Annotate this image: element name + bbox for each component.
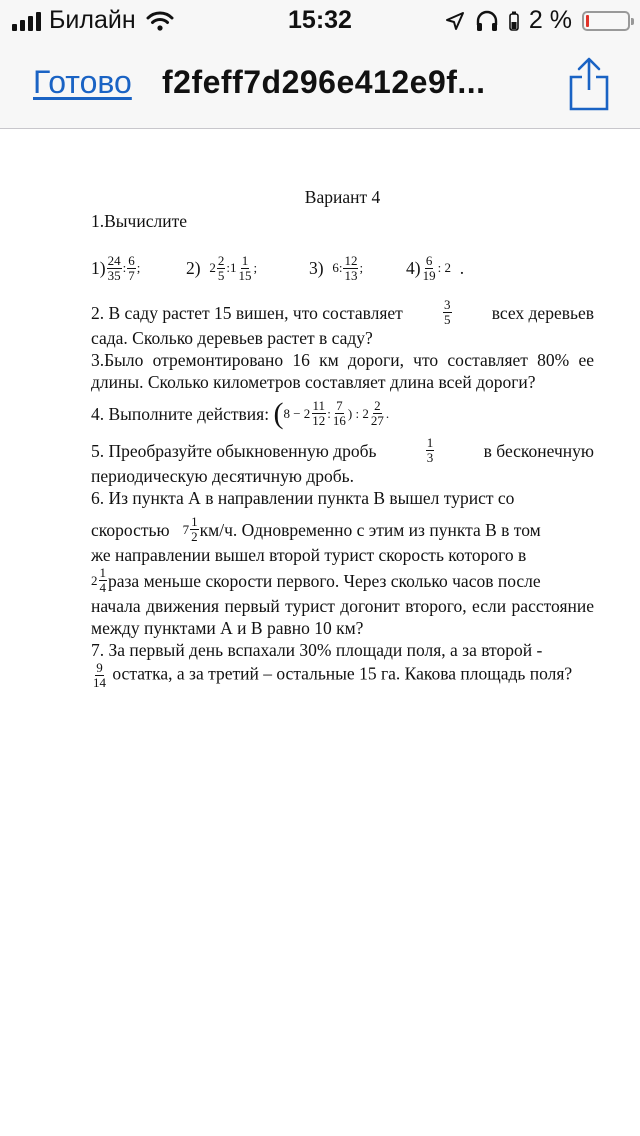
fraction: $\frac{3}{5}$ bbox=[444, 297, 451, 327]
fraction: $\frac{2}{5}$ bbox=[217, 252, 225, 283]
task6-line5: начала движения первый турист догонит второго, если расстояние между пунктами А и В равно 10 км? bbox=[91, 596, 594, 638]
variant-heading: Вариант 4 bbox=[304, 187, 381, 207]
document-title: f2feff7d296e412e9f... bbox=[162, 64, 486, 100]
headphones-battery-icon bbox=[509, 11, 519, 31]
status-time: 15:32 bbox=[288, 6, 352, 34]
task5-line2: периодическую десятичную дробь. bbox=[91, 466, 354, 486]
fraction: $\frac{7}{16}$ bbox=[332, 398, 346, 428]
task1-item-1: 1) $\frac{24}{35}$ : $\frac{6}{7}$ ; bbox=[91, 252, 141, 283]
task1-item-2: 2) 2 $\frac{2}{5}$ :1 $\frac{1}{15}$ ; bbox=[186, 252, 258, 283]
task3-text: 3.Было отремонтировано 16 км дороги, что составляет 80% ее длины. Сколько километров составляет длина всей дороги? bbox=[91, 350, 594, 392]
task6-line4: 2 $\frac{1}{4}$ раза меньше скорости первого. Через сколько часов после bbox=[91, 565, 541, 595]
fraction: $\frac{9}{14}$ bbox=[93, 660, 106, 690]
task5-line1: 5. Преобразуйте обыкновенную дробь $\frac{1}{3}$ в бесконечную bbox=[91, 435, 594, 465]
headphones-icon bbox=[475, 10, 499, 32]
fraction: $\frac{24}{35}$ bbox=[107, 252, 121, 283]
task1-items bbox=[91, 242, 594, 294]
task6-line3: же направлении вышел второй турист скорость которого в bbox=[91, 545, 527, 565]
task4-line: 4. Выполните действия: ( 8 − 2 $\frac{11}{12}$ : $\frac{7}{16}$ ) : 2 $\frac{2}{27}$ . bbox=[91, 396, 390, 430]
task6-line1: 6. Из пункта А в направлении пункта В вышел турист со bbox=[91, 488, 515, 508]
fraction: $\frac{1}{3}$ bbox=[426, 435, 434, 465]
battery-icon bbox=[582, 11, 630, 31]
fraction: $\frac{11}{12}$ bbox=[312, 398, 326, 428]
task1-item-4: 4) $\frac{6}{19}$ : 2 . bbox=[406, 252, 465, 283]
task2-line2: сада. Сколько деревьев растет в саду? bbox=[91, 328, 373, 348]
fraction: $\frac{12}{13}$ bbox=[344, 252, 358, 283]
task2-line1: 2. В саду растет 15 вишен, что составляет $\frac{3}{5}$ всех деревьев bbox=[91, 297, 594, 327]
share-icon[interactable] bbox=[566, 56, 612, 112]
task7-line1: 7. За первый день вспахали 30% площади поля, а за второй - bbox=[91, 640, 543, 660]
done-button[interactable]: Готово bbox=[33, 64, 132, 100]
fraction: $\frac{6}{7}$ bbox=[128, 252, 135, 283]
location-icon bbox=[445, 11, 465, 31]
fraction: $\frac{6}{19}$ bbox=[422, 252, 436, 283]
carrier-name: Билайн bbox=[49, 6, 136, 34]
task7-rest: $\frac{9}{14}$ остатка, а за третий – остальные 15 га. Какова площадь поля? bbox=[93, 660, 573, 690]
navigation-bar bbox=[0, 42, 640, 129]
fraction: $\frac{1}{15}$ bbox=[238, 252, 252, 283]
task1-item-3: 3) 6 : $\frac{12}{13}$ ; bbox=[309, 252, 364, 283]
status-bar bbox=[0, 0, 640, 42]
fraction: $\frac{1}{2}$ bbox=[191, 514, 198, 544]
document-page bbox=[91, 186, 594, 690]
fraction: $\frac{1}{4}$ bbox=[99, 565, 106, 595]
status-right bbox=[445, 6, 630, 35]
task6-line2: скоростью 7 $\frac{1}{2}$ км/ч. Одновременно с этим из пункта В в том bbox=[91, 514, 541, 544]
battery-percent: 2 % bbox=[528, 6, 572, 34]
task1-heading: 1.Вычислите bbox=[91, 211, 188, 231]
fraction: $\frac{2}{27}$ bbox=[370, 398, 384, 428]
